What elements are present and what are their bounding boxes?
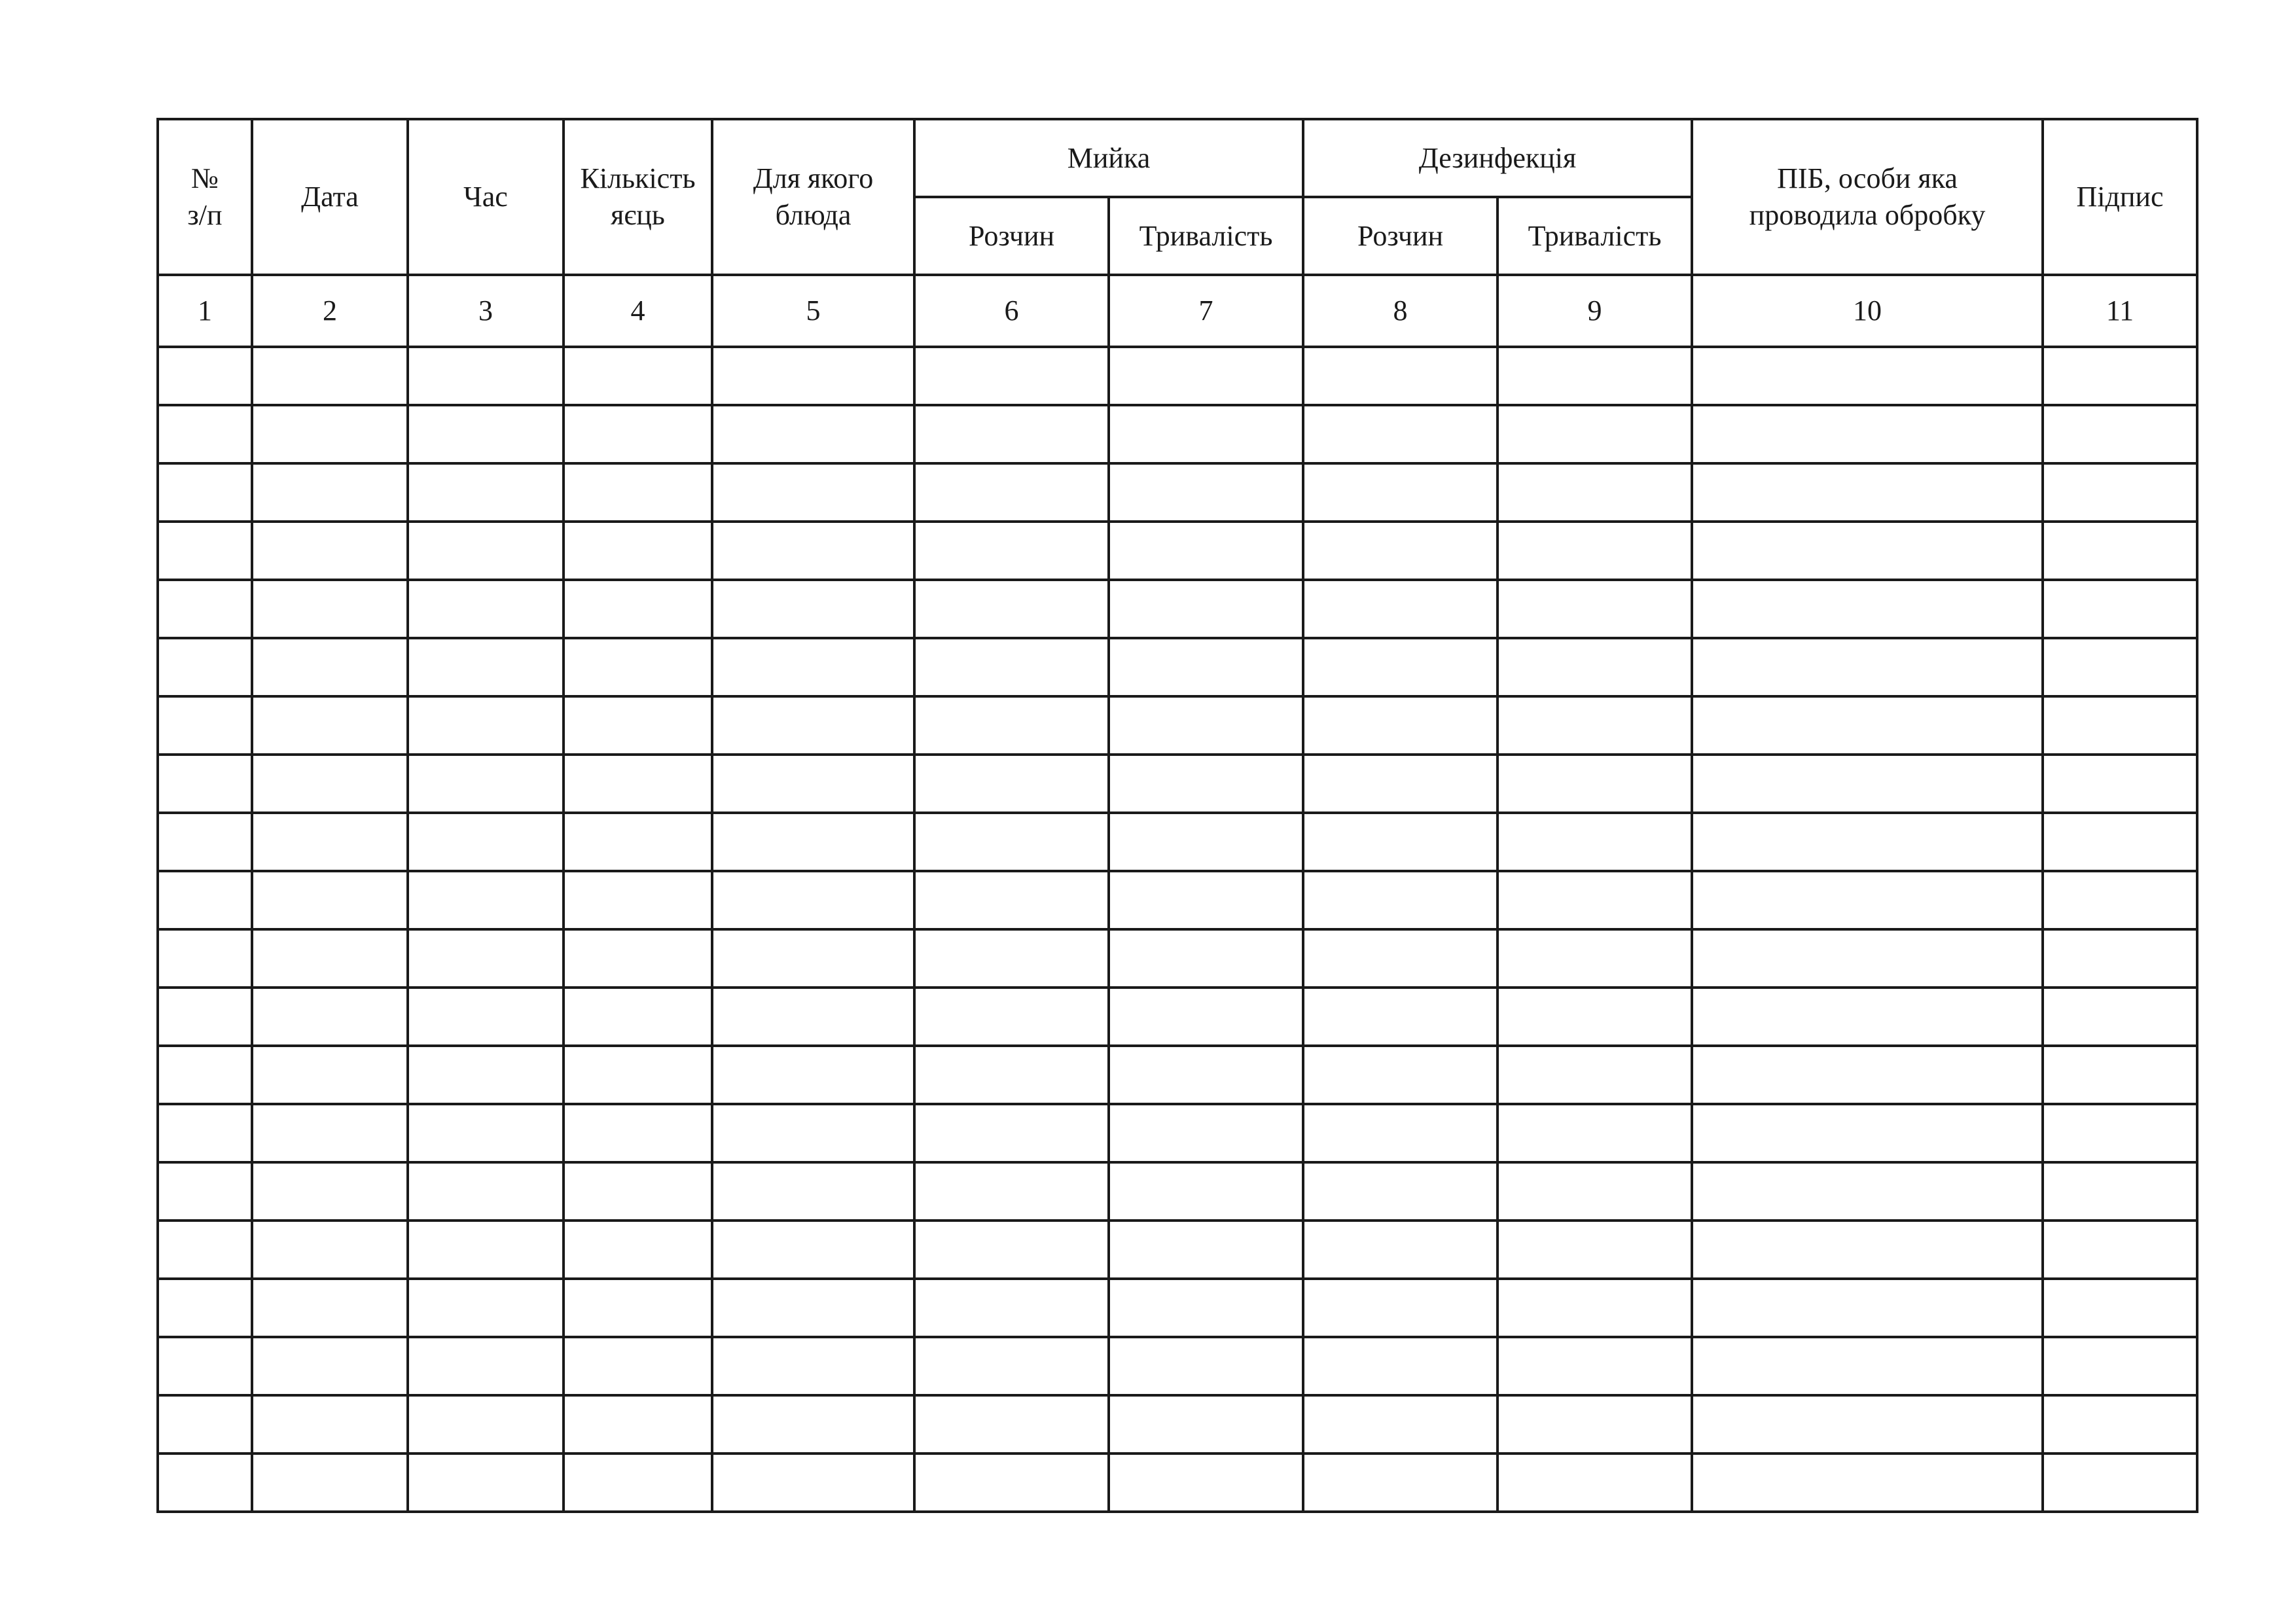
empty-cell[interactable] (712, 1395, 914, 1454)
empty-cell[interactable] (1692, 813, 2043, 871)
empty-cell[interactable] (252, 988, 408, 1046)
empty-cell[interactable] (252, 1279, 408, 1337)
empty-cell[interactable] (712, 1337, 914, 1395)
empty-cell[interactable] (1303, 1279, 1498, 1337)
empty-cell[interactable] (1498, 463, 1692, 522)
empty-cell[interactable] (158, 1104, 252, 1162)
empty-cell[interactable] (408, 755, 564, 813)
column-number-cell: 8 (1303, 275, 1498, 347)
empty-cell[interactable] (1109, 1104, 1303, 1162)
empty-cell[interactable] (1692, 1162, 2043, 1221)
empty-cell[interactable] (158, 638, 252, 696)
empty-cell[interactable] (1692, 522, 2043, 580)
empty-cell[interactable] (564, 1279, 712, 1337)
empty-cell[interactable] (2043, 1221, 2197, 1279)
empty-cell[interactable] (1109, 1395, 1303, 1454)
empty-cell[interactable] (1303, 929, 1498, 988)
empty-cell[interactable] (1109, 755, 1303, 813)
empty-cell[interactable] (1303, 1395, 1498, 1454)
empty-cell[interactable] (1109, 1454, 1303, 1512)
empty-cell[interactable] (1303, 347, 1498, 405)
empty-cell[interactable] (564, 755, 712, 813)
empty-cell[interactable] (158, 988, 252, 1046)
empty-cell[interactable] (1303, 580, 1498, 638)
empty-cell[interactable] (564, 929, 712, 988)
empty-cell[interactable] (1498, 755, 1692, 813)
empty-cell[interactable] (252, 522, 408, 580)
empty-cell[interactable] (2043, 1104, 2197, 1162)
empty-cell[interactable] (1109, 1221, 1303, 1279)
subheader-disinfection-solution: Розчин (1303, 197, 1498, 275)
empty-cell[interactable] (1303, 638, 1498, 696)
empty-cell[interactable] (712, 1454, 914, 1512)
empty-cell[interactable] (252, 929, 408, 988)
column-number-cell: 2 (252, 275, 408, 347)
empty-cell[interactable] (1692, 988, 2043, 1046)
empty-cell[interactable] (158, 813, 252, 871)
header-washing: Мийка (914, 119, 1303, 197)
empty-cell[interactable] (1303, 871, 1498, 929)
empty-cell[interactable] (1109, 347, 1303, 405)
empty-cell[interactable] (1692, 1046, 2043, 1104)
empty-cell[interactable] (564, 405, 712, 463)
empty-cell[interactable] (1498, 1046, 1692, 1104)
subheader-disinfection-duration: Тривалість (1498, 197, 1692, 275)
empty-cell[interactable] (914, 638, 1109, 696)
empty-cell[interactable] (408, 463, 564, 522)
empty-cell[interactable] (158, 580, 252, 638)
table-row (158, 405, 2197, 463)
empty-cell[interactable] (1109, 929, 1303, 988)
empty-cell[interactable] (1303, 522, 1498, 580)
header-egg-count-line-2: яєць (611, 199, 665, 231)
empty-cell[interactable] (408, 988, 564, 1046)
table-row (158, 1279, 2197, 1337)
empty-cell[interactable] (408, 1104, 564, 1162)
empty-cell[interactable] (914, 755, 1109, 813)
empty-cell[interactable] (2043, 1046, 2197, 1104)
table-row (158, 1046, 2197, 1104)
empty-cell[interactable] (2043, 929, 2197, 988)
empty-cell[interactable] (712, 696, 914, 755)
empty-cell[interactable] (1303, 1454, 1498, 1512)
empty-cell[interactable] (1692, 463, 2043, 522)
empty-cell[interactable] (1692, 1104, 2043, 1162)
empty-cell[interactable] (2043, 1454, 2197, 1512)
table-row (158, 463, 2197, 522)
empty-cell[interactable] (914, 871, 1109, 929)
empty-cell[interactable] (252, 1104, 408, 1162)
empty-cell[interactable] (2043, 405, 2197, 463)
empty-cell[interactable] (408, 347, 564, 405)
empty-cell[interactable] (408, 1337, 564, 1395)
empty-cell[interactable] (1498, 696, 1692, 755)
empty-cell[interactable] (1498, 1221, 1692, 1279)
empty-cell[interactable] (252, 347, 408, 405)
empty-cell[interactable] (1109, 638, 1303, 696)
empty-cell[interactable] (564, 522, 712, 580)
empty-cell[interactable] (712, 1162, 914, 1221)
empty-cell[interactable] (564, 638, 712, 696)
table-row (158, 1104, 2197, 1162)
empty-cell[interactable] (158, 1337, 252, 1395)
empty-cell[interactable] (1692, 638, 2043, 696)
empty-cell[interactable] (158, 929, 252, 988)
empty-cell[interactable] (1498, 1337, 1692, 1395)
empty-cell[interactable] (1109, 1162, 1303, 1221)
empty-cell[interactable] (914, 929, 1109, 988)
empty-cell[interactable] (252, 1454, 408, 1512)
header-disinfection: Дезинфекція (1303, 119, 1692, 197)
empty-cell[interactable] (1498, 1395, 1692, 1454)
empty-cell[interactable] (408, 871, 564, 929)
empty-cell[interactable] (1109, 696, 1303, 755)
empty-cell[interactable] (408, 638, 564, 696)
empty-cell[interactable] (914, 1337, 1109, 1395)
empty-cell[interactable] (1303, 813, 1498, 871)
empty-cell[interactable] (1109, 463, 1303, 522)
empty-cell[interactable] (252, 871, 408, 929)
empty-cell[interactable] (2043, 813, 2197, 871)
empty-cell[interactable] (1498, 405, 1692, 463)
empty-cell[interactable] (1692, 1337, 2043, 1395)
subheader-washing-solution: Розчин (914, 197, 1109, 275)
header-egg-count-line-1: Кількість (580, 162, 696, 194)
empty-cell[interactable] (2043, 1279, 2197, 1337)
table-row (158, 755, 2197, 813)
empty-cell[interactable] (712, 813, 914, 871)
empty-cell[interactable] (252, 1337, 408, 1395)
empty-cell[interactable] (564, 696, 712, 755)
column-number-cell: 7 (1109, 275, 1303, 347)
empty-cell[interactable] (914, 347, 1109, 405)
empty-cell[interactable] (1109, 522, 1303, 580)
empty-cell[interactable] (712, 522, 914, 580)
empty-cell[interactable] (1692, 405, 2043, 463)
empty-cell[interactable] (914, 1162, 1109, 1221)
empty-cell[interactable] (2043, 755, 2197, 813)
empty-cell[interactable] (1498, 871, 1692, 929)
header-time: Час (408, 119, 564, 275)
empty-cell[interactable] (2043, 1395, 2197, 1454)
empty-cell[interactable] (1109, 1279, 1303, 1337)
empty-cell[interactable] (408, 1162, 564, 1221)
empty-cell[interactable] (1498, 522, 1692, 580)
empty-cell[interactable] (408, 1046, 564, 1104)
table-row (158, 580, 2197, 638)
empty-cell[interactable] (914, 696, 1109, 755)
empty-cell[interactable] (712, 347, 914, 405)
empty-cell[interactable] (1109, 813, 1303, 871)
empty-cell[interactable] (408, 405, 564, 463)
header-number-line-2: з/п (187, 199, 223, 231)
empty-cell[interactable] (914, 988, 1109, 1046)
table-row (158, 813, 2197, 871)
empty-cell[interactable] (914, 405, 1109, 463)
empty-cell[interactable] (2043, 463, 2197, 522)
empty-cell[interactable] (252, 1046, 408, 1104)
empty-cell[interactable] (158, 1221, 252, 1279)
empty-cell[interactable] (2043, 871, 2197, 929)
empty-cell[interactable] (2043, 696, 2197, 755)
empty-cell[interactable] (564, 1104, 712, 1162)
empty-cell[interactable] (252, 405, 408, 463)
header-number-line-1: № (191, 162, 219, 194)
empty-cell[interactable] (1109, 405, 1303, 463)
table-row (158, 1454, 2197, 1512)
empty-cell[interactable] (914, 1046, 1109, 1104)
empty-cell[interactable] (564, 813, 712, 871)
empty-cell[interactable] (712, 1104, 914, 1162)
empty-cell[interactable] (1692, 1395, 2043, 1454)
empty-cell[interactable] (712, 1279, 914, 1337)
empty-cell[interactable] (252, 463, 408, 522)
empty-cell[interactable] (252, 696, 408, 755)
empty-cell[interactable] (1692, 871, 2043, 929)
empty-cell[interactable] (712, 1221, 914, 1279)
empty-cell[interactable] (1498, 638, 1692, 696)
column-number-cell: 3 (408, 275, 564, 347)
empty-cell[interactable] (1303, 1221, 1498, 1279)
empty-cell[interactable] (564, 1395, 712, 1454)
column-number-cell: 6 (914, 275, 1109, 347)
empty-cell[interactable] (914, 463, 1109, 522)
empty-cell[interactable] (1498, 813, 1692, 871)
empty-cell[interactable] (712, 638, 914, 696)
table-row (158, 871, 2197, 929)
empty-cell[interactable] (1692, 1221, 2043, 1279)
table-row (158, 1337, 2197, 1395)
header-for-dish (712, 119, 914, 275)
table-row (158, 638, 2197, 696)
empty-cell[interactable] (712, 1046, 914, 1104)
empty-cell[interactable] (408, 1395, 564, 1454)
empty-cell[interactable] (408, 929, 564, 988)
table-row (158, 696, 2197, 755)
empty-cell[interactable] (2043, 522, 2197, 580)
table-row (158, 347, 2197, 405)
column-number-row (158, 275, 2197, 347)
empty-cell[interactable] (1692, 929, 2043, 988)
column-number-cell: 4 (564, 275, 712, 347)
empty-cell[interactable] (914, 522, 1109, 580)
empty-cell[interactable] (564, 871, 712, 929)
empty-cell[interactable] (1303, 988, 1498, 1046)
empty-cell[interactable] (914, 580, 1109, 638)
empty-cell[interactable] (2043, 1162, 2197, 1221)
header-egg-count (564, 119, 712, 275)
empty-cell[interactable] (2043, 347, 2197, 405)
empty-cell[interactable] (252, 1162, 408, 1221)
empty-cell[interactable] (1303, 1337, 1498, 1395)
empty-cell[interactable] (1498, 1104, 1692, 1162)
table-row (158, 1162, 2197, 1221)
empty-cell[interactable] (2043, 580, 2197, 638)
empty-cell[interactable] (2043, 988, 2197, 1046)
empty-cell[interactable] (158, 1279, 252, 1337)
empty-cell[interactable] (564, 580, 712, 638)
empty-cell[interactable] (158, 1395, 252, 1454)
empty-cell[interactable] (158, 1162, 252, 1221)
empty-cell[interactable] (408, 696, 564, 755)
table-row (158, 522, 2197, 580)
header-number (158, 119, 252, 275)
empty-cell[interactable] (252, 1395, 408, 1454)
table-row (158, 988, 2197, 1046)
empty-cell[interactable] (1303, 755, 1498, 813)
subheader-washing-duration: Тривалість (1109, 197, 1303, 275)
empty-cell[interactable] (914, 1104, 1109, 1162)
empty-cell[interactable] (1109, 988, 1303, 1046)
empty-cell[interactable] (1498, 1454, 1692, 1512)
empty-cell[interactable] (712, 929, 914, 988)
empty-cell[interactable] (712, 988, 914, 1046)
empty-cell[interactable] (1303, 1046, 1498, 1104)
empty-cell[interactable] (158, 347, 252, 405)
empty-cell[interactable] (158, 1454, 252, 1512)
egg-processing-log-table (156, 118, 2198, 1513)
empty-cell[interactable] (1692, 696, 2043, 755)
empty-cell[interactable] (252, 1221, 408, 1279)
header-responsible-person (1692, 119, 2043, 275)
column-number-cell: 9 (1498, 275, 1692, 347)
empty-cell[interactable] (1109, 871, 1303, 929)
empty-cell[interactable] (1498, 929, 1692, 988)
empty-cell[interactable] (1303, 405, 1498, 463)
empty-cell[interactable] (1692, 347, 2043, 405)
empty-cell[interactable] (712, 580, 914, 638)
empty-cell[interactable] (158, 696, 252, 755)
empty-cell[interactable] (1498, 347, 1692, 405)
empty-cell[interactable] (408, 1221, 564, 1279)
empty-cell[interactable] (914, 813, 1109, 871)
empty-cell[interactable] (564, 1221, 712, 1279)
empty-cell[interactable] (712, 755, 914, 813)
empty-cell[interactable] (1692, 755, 2043, 813)
empty-cell[interactable] (158, 405, 252, 463)
empty-cell[interactable] (252, 813, 408, 871)
empty-cell[interactable] (712, 871, 914, 929)
empty-cell[interactable] (158, 522, 252, 580)
empty-cell[interactable] (1303, 463, 1498, 522)
empty-cell[interactable] (564, 1046, 712, 1104)
empty-cell[interactable] (1303, 696, 1498, 755)
empty-cell[interactable] (914, 1454, 1109, 1512)
empty-cell[interactable] (712, 463, 914, 522)
empty-cell[interactable] (564, 1454, 712, 1512)
header-responsible-line-1: ПІБ, особи яка (1777, 162, 1958, 194)
empty-cell[interactable] (1498, 1279, 1692, 1337)
empty-cell[interactable] (1498, 988, 1692, 1046)
empty-cell[interactable] (252, 755, 408, 813)
empty-cell[interactable] (158, 755, 252, 813)
header-for-dish-line-2: блюда (775, 199, 852, 231)
empty-cell[interactable] (1692, 1279, 2043, 1337)
header-signature: Підпис (2043, 119, 2197, 275)
empty-cell[interactable] (158, 871, 252, 929)
column-number-cell: 5 (712, 275, 914, 347)
log-body (158, 347, 2197, 1512)
empty-cell[interactable] (408, 1279, 564, 1337)
empty-cell[interactable] (564, 347, 712, 405)
empty-cell[interactable] (1109, 1046, 1303, 1104)
empty-cell[interactable] (1498, 1162, 1692, 1221)
empty-cell[interactable] (564, 988, 712, 1046)
table-row (158, 1221, 2197, 1279)
empty-cell[interactable] (1109, 580, 1303, 638)
empty-cell[interactable] (1303, 1162, 1498, 1221)
header-responsible-line-2: проводила обробку (1749, 199, 1986, 231)
empty-cell[interactable] (1692, 1454, 2043, 1512)
table-row (158, 1395, 2197, 1454)
empty-cell[interactable] (408, 813, 564, 871)
header-for-dish-line-1: Для якого (753, 162, 874, 194)
column-number-cell: 1 (158, 275, 252, 347)
empty-cell[interactable] (914, 1221, 1109, 1279)
empty-cell[interactable] (914, 1395, 1109, 1454)
empty-cell[interactable] (712, 405, 914, 463)
empty-cell[interactable] (1692, 580, 2043, 638)
table-row (158, 929, 2197, 988)
empty-cell[interactable] (408, 1454, 564, 1512)
empty-cell[interactable] (914, 1279, 1109, 1337)
empty-cell[interactable] (564, 463, 712, 522)
empty-cell[interactable] (1109, 1337, 1303, 1395)
empty-cell[interactable] (158, 463, 252, 522)
empty-cell[interactable] (158, 1046, 252, 1104)
empty-cell[interactable] (408, 580, 564, 638)
empty-cell[interactable] (1303, 1104, 1498, 1162)
header-date: Дата (252, 119, 408, 275)
empty-cell[interactable] (2043, 1337, 2197, 1395)
empty-cell[interactable] (564, 1162, 712, 1221)
column-number-cell: 10 (1692, 275, 2043, 347)
empty-cell[interactable] (2043, 638, 2197, 696)
column-number-cell: 11 (2043, 275, 2197, 347)
empty-cell[interactable] (564, 1337, 712, 1395)
empty-cell[interactable] (1498, 580, 1692, 638)
empty-cell[interactable] (408, 522, 564, 580)
empty-cell[interactable] (252, 638, 408, 696)
empty-cell[interactable] (252, 580, 408, 638)
